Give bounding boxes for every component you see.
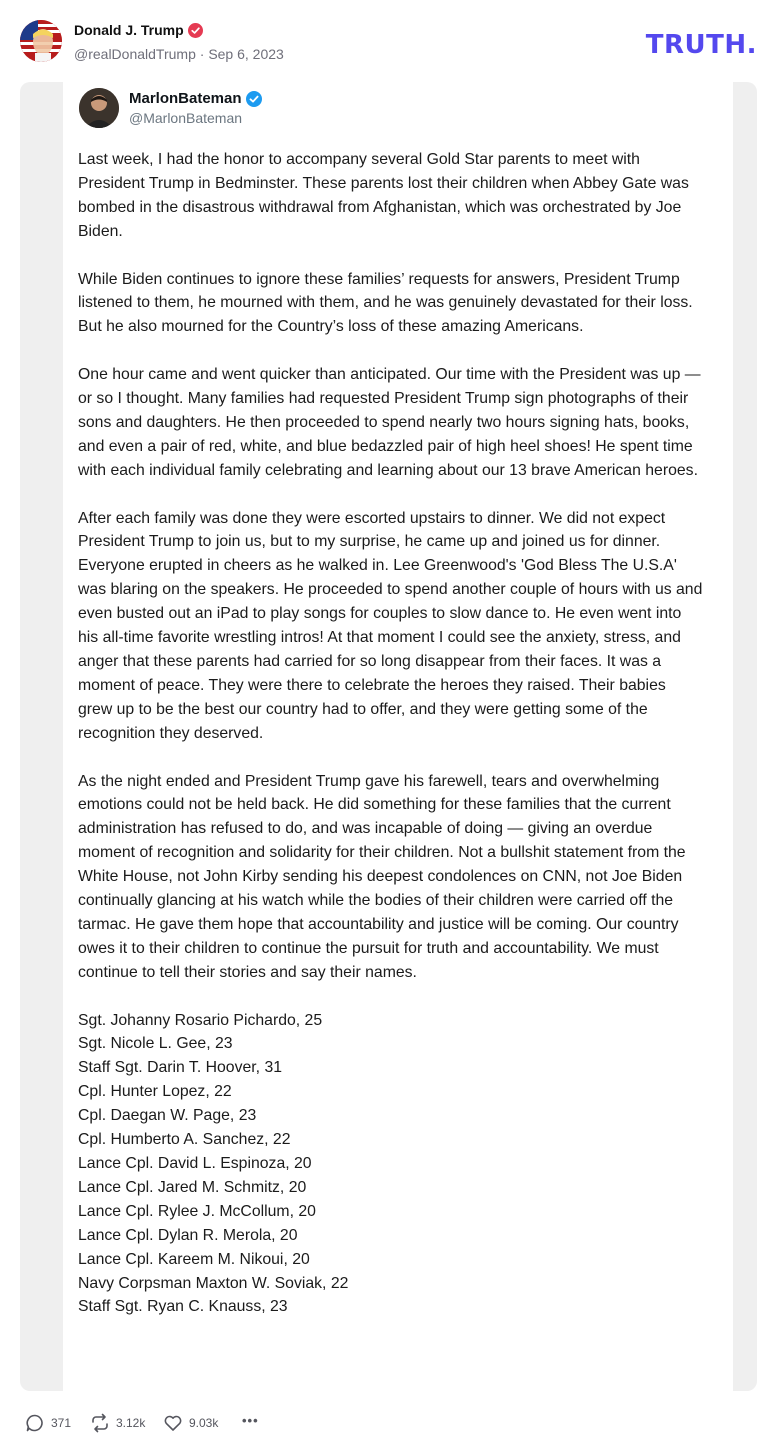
like-count: 9.03k bbox=[189, 1416, 219, 1430]
verified-badge-icon bbox=[188, 23, 203, 38]
embedded-tweet bbox=[63, 82, 733, 1391]
post-media[interactable] bbox=[20, 82, 757, 1391]
tweet-author-name-text: MarlonBateman bbox=[129, 90, 242, 107]
meta-separator: · bbox=[199, 46, 205, 62]
fallen-name: Cpl. Daegan W. Page, 23 bbox=[78, 1107, 257, 1125]
tweet-paragraph: While Biden continues to ignore these families’ requests for answers, President Trump listened to them, he mourned with them, and he was genuinely devastated for their loss. But he also mourned for the Country’s loss of these amazing Americans. bbox=[78, 270, 693, 336]
truth-logo-text: TRUTH bbox=[645, 30, 747, 60]
fallen-name: Lance Cpl. David L. Espinoza, 20 bbox=[78, 1154, 312, 1172]
post-date[interactable]: Sep 6, 2023 bbox=[208, 46, 284, 62]
post-actions bbox=[0, 1405, 777, 1445]
fallen-name: Lance Cpl. Dylan R. Merola, 20 bbox=[78, 1226, 298, 1244]
tweet-author-name bbox=[129, 90, 262, 107]
author-avatar[interactable] bbox=[20, 20, 62, 62]
fallen-name: Lance Cpl. Rylee J. McCollum, 20 bbox=[78, 1202, 316, 1220]
more-options-icon: ••• bbox=[242, 1413, 259, 1428]
reply-count: 371 bbox=[51, 1416, 72, 1430]
tweet-verified-icon bbox=[246, 91, 262, 107]
tweet-paragraph: As the night ended and President Trump gave his farewell, tears and overwhelming emotions could not be held back. He did something for these families that the current administration has refused to do, and was incapable of doing — giving an overdue moment of recognition and solidarity for their children. Not a bullshit statement from the White House, not John Kirby sending his deepest condolences on CNN, not Joe Biden continually glancing at his watch while the bodies of their children were carried off the tarmac. He gave them hope that accountability and justice will be coming. Our country owes it to their children to continue the pursuit for truth and accountability. We must continue to tell their stories and say their names. bbox=[78, 772, 686, 981]
retruth-icon bbox=[90, 1413, 110, 1433]
tweet-body bbox=[78, 148, 703, 1319]
tweet-paragraph: One hour came and went quicker than anticipated. Our time with the President was up — or so I thought. Many families had requested President Trump sign photographs of their sons and daughters. He then proceeded to spend nearly two hours signing hats, books, and even a pair of red, white, and blue bedazzled pair of high heel shoes! He spent time with each individual family celebrating and learning about our 13 brave American heroes. bbox=[78, 366, 701, 479]
tweet-author-handle: @MarlonBateman bbox=[129, 110, 243, 126]
reply-button[interactable] bbox=[25, 1413, 71, 1433]
more-options-button[interactable] bbox=[242, 1413, 259, 1428]
fallen-name: Cpl. Humberto A. Sanchez, 22 bbox=[78, 1131, 291, 1149]
tweet-paragraph: Last week, I had the honor to accompany several Gold Star parents to meet with President Trump in Bedminster. These parents lost their children when Abbey Gate was bombed in the disastrous withdrawal from Afghanistan, which was orchestrated by Joe Biden. bbox=[78, 151, 689, 240]
fallen-name: Staff Sgt. Ryan C. Knauss, 23 bbox=[78, 1298, 288, 1316]
retruth-count: 3.12k bbox=[116, 1416, 146, 1430]
heart-icon bbox=[163, 1413, 183, 1433]
fallen-names-list bbox=[78, 1009, 703, 1320]
fallen-name: Sgt. Johanny Rosario Pichardo, 25 bbox=[78, 1011, 323, 1029]
fallen-name: Navy Corpsman Maxton W. Soviak, 22 bbox=[78, 1274, 349, 1292]
fallen-name: Lance Cpl. Jared M. Schmitz, 20 bbox=[78, 1178, 307, 1196]
reply-icon bbox=[25, 1413, 45, 1433]
truth-logo[interactable] bbox=[646, 30, 757, 60]
tweet-author-avatar bbox=[79, 88, 119, 128]
author-meta bbox=[74, 46, 284, 62]
retruth-button[interactable] bbox=[90, 1413, 145, 1433]
post-header bbox=[0, 0, 777, 80]
author-handle[interactable]: @realDonaldTrump bbox=[74, 46, 196, 62]
author-name-text: Donald J. Trump bbox=[74, 22, 184, 38]
like-button[interactable] bbox=[163, 1413, 218, 1433]
fallen-name: Sgt. Nicole L. Gee, 23 bbox=[78, 1035, 233, 1053]
author-name[interactable] bbox=[74, 22, 203, 38]
fallen-name: Staff Sgt. Darin T. Hoover, 31 bbox=[78, 1059, 283, 1077]
tweet-paragraph: After each family was done they were escorted upstairs to dinner. We did not expect President Trump to join us, but to my surprise, he came up and joined us for dinner. Everyone erupted in cheers as he walked in. Lee Greenwood's 'God Bless The U.S.A' was blaring on the speakers. He proceeded to spend another couple of hours with us and even busted out an iPad to play songs for couples to slow dance to. He even went into his all-time favorite wrestling intros! At that moment I could see the anxiety, stress, and anger that these parents had carried for so long disappear from their faces. It was a moment of peace. They were there to celebrate the heroes they raised. Their babies grew up to be the best our country had to offer, and they were getting some of the recognition they deserved. bbox=[78, 509, 703, 742]
truth-logo-dot: . bbox=[746, 30, 757, 60]
fallen-name: Lance Cpl. Kareem M. Nikoui, 20 bbox=[78, 1250, 310, 1268]
fallen-name: Cpl. Hunter Lopez, 22 bbox=[78, 1083, 232, 1101]
